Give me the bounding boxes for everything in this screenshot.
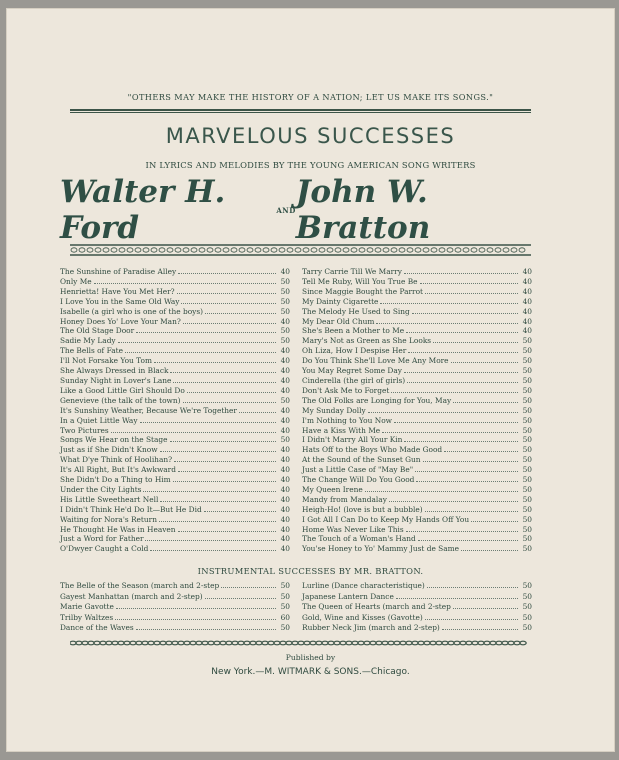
song-price: 50	[280, 395, 290, 405]
song-row	[60, 505, 290, 515]
dot-leader	[376, 317, 518, 324]
song-price: 50	[522, 445, 532, 455]
dot-leader	[382, 426, 518, 433]
song-title: Tell Me Ruby, Will You True Be	[302, 276, 418, 286]
dot-leader	[154, 356, 276, 363]
song-price: 40	[280, 465, 290, 475]
song-price: 50	[280, 306, 290, 316]
song-title: The Old Stage Door	[60, 326, 135, 336]
song-title: Don't Ask Me to Forget	[302, 385, 390, 395]
song-price: 40	[280, 375, 290, 385]
song-title: He Thought He Was in Heaven	[60, 524, 176, 534]
song-row	[60, 515, 290, 525]
dot-leader	[453, 396, 518, 403]
dot-leader	[406, 326, 518, 333]
song-title: The Bells of Fate	[60, 346, 123, 356]
instrumental-row	[302, 623, 532, 634]
song-price: 50	[280, 602, 290, 612]
song-title: My Dainty Cigarette	[302, 296, 379, 306]
song-price: 50	[522, 455, 532, 465]
chain-border-icon	[70, 640, 531, 646]
song-price: 50	[522, 336, 532, 346]
song-row	[60, 366, 290, 376]
song-title: It's All Right, But It's Awkward	[60, 465, 176, 475]
dot-leader	[389, 495, 518, 502]
song-row	[302, 317, 532, 327]
song-price: 50	[280, 581, 290, 590]
song-title: Waiting for Nora's Return	[60, 514, 157, 524]
dot-leader	[394, 416, 518, 423]
subtitle: IN LYRICS AND MELODIES BY THE YOUNG AMERICAN SONG WRITERS	[145, 160, 476, 170]
song-row	[302, 465, 532, 475]
dot-leader	[425, 287, 518, 294]
author-names	[60, 174, 531, 246]
dot-leader	[444, 445, 518, 452]
song-row	[302, 416, 532, 426]
song-price: 40	[280, 356, 290, 366]
song-price: 40	[280, 524, 290, 534]
dot-leader	[380, 297, 518, 304]
dot-leader	[205, 307, 276, 314]
song-title: Two Pictures	[60, 425, 109, 435]
song-title: Just a Word for Father	[60, 534, 144, 544]
song-price: 50	[522, 425, 532, 435]
dot-leader	[178, 525, 276, 532]
instrumental-heading: INSTRUMENTAL SUCCESSES BY MR. BRATTON.	[197, 566, 424, 576]
song-title: In a Quiet Little Way	[60, 415, 138, 425]
song-title: I Got All I Can Do to Keep My Hands Off You	[302, 514, 470, 524]
song-price: 40	[280, 366, 290, 376]
song-title: Just a Little Case of "May Be"	[302, 465, 414, 475]
instrumental-row	[302, 592, 532, 603]
song-price: 50	[522, 581, 532, 590]
song-price: 40	[280, 475, 290, 485]
song-title: My Dear Old Chum	[302, 316, 375, 326]
song-price: 50	[522, 514, 532, 524]
song-row	[302, 356, 532, 366]
song-list-right	[302, 267, 532, 554]
song-row	[302, 475, 532, 485]
instrumental-row	[302, 602, 532, 613]
dot-leader	[136, 326, 276, 333]
dot-leader	[416, 475, 518, 482]
dot-leader	[174, 455, 276, 462]
song-price: 50	[522, 356, 532, 366]
song-row	[60, 544, 290, 554]
song-row	[60, 346, 290, 356]
song-price: 40	[280, 425, 290, 435]
song-title: Trilby Waltzes	[60, 612, 114, 622]
song-price: 50	[280, 591, 290, 601]
song-row	[60, 485, 290, 495]
dot-leader	[178, 465, 276, 472]
song-price: 40	[522, 316, 532, 326]
dot-leader	[94, 277, 276, 284]
dot-leader	[205, 592, 276, 599]
dot-leader	[415, 465, 518, 472]
song-title: You May Regret Some Day	[302, 366, 402, 376]
instrumental-list-right	[302, 581, 532, 634]
top-rule-thick	[70, 109, 531, 111]
song-price: 50	[280, 336, 290, 346]
song-row	[302, 406, 532, 416]
dot-leader	[116, 602, 276, 609]
instrumental-row	[60, 613, 290, 624]
song-row	[302, 297, 532, 307]
song-row	[302, 445, 532, 455]
dot-leader	[423, 455, 518, 462]
dot-leader	[140, 416, 277, 423]
song-row	[60, 435, 290, 445]
dot-leader	[420, 277, 519, 284]
dot-leader	[418, 534, 518, 541]
song-title: The Touch of a Woman's Hand	[302, 534, 416, 544]
song-row	[302, 376, 532, 386]
song-price: 40	[280, 544, 290, 554]
dot-leader	[221, 581, 276, 588]
song-price: 50	[522, 484, 532, 494]
author-and: AND	[276, 205, 296, 215]
song-row	[60, 445, 290, 455]
song-title: Mary's Not as Green as She Looks	[302, 336, 432, 346]
song-title: I Didn't Think He'd Do It—But He Did	[60, 504, 202, 514]
song-title: Henrietta! Have You Met Her?	[60, 286, 175, 296]
instrumental-row	[60, 592, 290, 603]
song-title: The Melody He Used to Sing	[302, 306, 410, 316]
dot-leader	[118, 336, 276, 343]
dot-leader	[425, 613, 518, 620]
song-row	[302, 287, 532, 297]
dot-leader	[406, 525, 518, 532]
song-title: My Sunday Dolly	[302, 405, 366, 415]
song-title: Tarry Carrie Till We Marry	[302, 267, 402, 276]
song-price: 50	[522, 465, 532, 475]
song-row	[60, 277, 290, 287]
song-title: The Sunshine of Paradise Alley	[60, 267, 177, 276]
song-price: 50	[522, 544, 532, 554]
song-row	[60, 307, 290, 317]
song-row	[302, 277, 532, 287]
song-title: The Queen of Hearts (march and 2-step	[302, 602, 451, 612]
song-title: Oh Liza, How I Despise Her	[302, 346, 407, 356]
song-row	[60, 396, 290, 406]
song-row	[60, 297, 290, 307]
instrumental-list-left	[60, 581, 290, 634]
song-title: Only Me	[60, 276, 92, 286]
dot-leader	[173, 376, 276, 383]
song-title: I'm Nothing to You Now	[302, 415, 392, 425]
top-rule-thin	[70, 112, 531, 113]
dot-leader	[391, 386, 518, 393]
ornamental-border-icon	[70, 244, 531, 256]
dot-leader	[159, 515, 276, 522]
song-title: O'Dwyer Caught a Cold	[60, 544, 149, 554]
song-row	[302, 307, 532, 317]
song-row	[60, 336, 290, 346]
song-row	[60, 376, 290, 386]
dot-leader	[368, 406, 518, 413]
dot-leader	[451, 356, 518, 363]
song-title: Since Maggie Bought the Parrot	[302, 286, 424, 296]
song-price: 40	[522, 326, 532, 336]
song-row	[302, 505, 532, 515]
dot-leader	[204, 505, 276, 512]
song-title: Heigh-Ho! (love is but a bubble)	[302, 504, 423, 514]
song-title: Hats Off to the Boys Who Made Good	[302, 445, 443, 455]
song-price: 50	[522, 346, 532, 356]
song-price: 40	[280, 405, 290, 415]
song-row	[302, 386, 532, 396]
song-row	[60, 426, 290, 436]
song-price: 50	[522, 524, 532, 534]
song-price: 50	[280, 276, 290, 286]
song-title: His Little Sweetheart Nell	[60, 494, 159, 504]
published-by: Published by	[285, 653, 336, 662]
song-price: 50	[280, 296, 290, 306]
song-title: Sunday Night in Lover's Lane	[60, 375, 172, 385]
dot-leader	[115, 613, 276, 620]
song-title: The Old Folks are Longing for You, May	[302, 395, 452, 405]
song-title: My Queen Irene	[302, 484, 363, 494]
dot-leader	[412, 307, 518, 314]
song-row	[302, 534, 532, 544]
song-title: Songs We Hear on the Stage	[60, 435, 168, 445]
song-title: Honey Does Yo' Love Your Man?	[60, 316, 181, 326]
song-title: Gold, Wine and Kisses (Gavotte)	[302, 612, 423, 622]
song-price: 60	[280, 612, 290, 622]
song-price: 50	[522, 415, 532, 425]
instrumental-row	[302, 613, 532, 624]
song-price: 50	[522, 366, 532, 376]
song-title: Marie Gavotte	[60, 602, 114, 612]
song-price: 50	[522, 534, 532, 544]
instrumental-row	[60, 623, 290, 634]
song-title: Mandy from Mandalay	[302, 494, 387, 504]
song-title: Genevieve (the talk of the town)	[60, 395, 181, 405]
dot-leader	[442, 623, 518, 630]
song-row	[302, 366, 532, 376]
author-john-w-bratton: John W. Bratton	[295, 174, 431, 246]
song-title: Just as if She Didn't Know	[60, 445, 158, 455]
song-title: You'se Honey to Yo' Mammy Just de Same	[302, 544, 460, 554]
dot-leader	[145, 534, 276, 541]
song-row	[60, 465, 290, 475]
song-price: 40	[522, 267, 532, 276]
song-price: 40	[280, 346, 290, 356]
song-row	[60, 475, 290, 485]
dot-leader	[136, 623, 276, 630]
dot-leader	[433, 336, 518, 343]
dot-leader	[471, 515, 518, 522]
dot-leader	[404, 435, 518, 442]
dot-leader	[404, 366, 518, 373]
song-title: I'll Not Forsake You Tom	[60, 356, 152, 366]
song-price: 50	[280, 326, 290, 336]
song-row	[302, 346, 532, 356]
dot-leader	[173, 475, 276, 482]
song-price: 40	[280, 316, 290, 326]
song-row	[302, 435, 532, 445]
dot-leader	[170, 435, 276, 442]
dot-leader	[404, 267, 518, 274]
song-price: 40	[280, 385, 290, 395]
song-title: Isabelle (a girl who is one of the boys)	[60, 306, 203, 316]
song-title: It's Sunshiny Weather, Because We're Together	[60, 405, 237, 415]
song-title: She's Been a Mother to Me	[302, 326, 405, 336]
song-price: 50	[522, 405, 532, 415]
motto: "OTHERS MAY MAKE THE HISTORY OF A NATION; LET US MAKE ITS SONGS."	[127, 92, 494, 102]
song-price: 40	[280, 484, 290, 494]
song-price: 50	[280, 286, 290, 296]
dot-leader	[408, 346, 518, 353]
song-title: The Change Will Do You Good	[302, 475, 415, 485]
instrumental-row	[60, 602, 290, 613]
sheet-music-back-cover	[6, 8, 615, 752]
song-row	[60, 455, 290, 465]
dot-leader	[125, 346, 276, 353]
song-price: 50	[522, 623, 532, 633]
song-row	[60, 495, 290, 505]
song-row	[60, 416, 290, 426]
page-title: MARVELOUS SUCCESSES	[165, 124, 456, 148]
song-row	[302, 525, 532, 535]
song-row	[302, 426, 532, 436]
song-price: 50	[522, 602, 532, 612]
song-row	[302, 495, 532, 505]
dot-leader	[143, 485, 276, 492]
publisher-line: New York.—M. WITMARK & SONS.—Chicago.	[211, 667, 410, 677]
song-price: 50	[522, 504, 532, 514]
dot-leader	[181, 297, 276, 304]
dot-leader	[160, 495, 276, 502]
song-row	[302, 485, 532, 495]
song-title: Rubber Neck Jim (march and 2-step)	[302, 623, 440, 633]
song-price: 50	[522, 591, 532, 601]
dot-leader	[177, 287, 276, 294]
author-walter-h-ford: Walter H. Ford	[60, 174, 226, 246]
song-list-left	[60, 267, 290, 554]
song-row	[60, 386, 290, 396]
song-title: She Didn't Do a Thing to Him	[60, 475, 171, 485]
song-price: 40	[280, 504, 290, 514]
song-price: 40	[280, 445, 290, 455]
song-row	[302, 326, 532, 336]
song-row	[60, 406, 290, 416]
song-row	[60, 525, 290, 535]
song-title: I Love You in the Same Old Way	[60, 296, 180, 306]
song-price: 40	[280, 267, 290, 276]
song-row	[60, 534, 290, 544]
dot-leader	[407, 376, 518, 383]
song-price: 50	[522, 494, 532, 504]
dot-leader	[365, 485, 518, 492]
song-price: 40	[280, 514, 290, 524]
dot-leader	[183, 396, 276, 403]
song-price: 40	[522, 306, 532, 316]
song-row	[60, 317, 290, 327]
song-row	[60, 356, 290, 366]
song-price: 50	[522, 375, 532, 385]
song-price: 40	[522, 286, 532, 296]
song-price: 50	[522, 612, 532, 622]
song-title: At the Sound of the Sunset Gun	[302, 455, 421, 465]
song-title: She Always Dressed in Black	[60, 366, 169, 376]
dot-leader	[150, 544, 276, 551]
dot-leader	[183, 317, 276, 324]
dot-leader	[396, 592, 518, 599]
dot-leader	[170, 366, 276, 373]
song-price: 50	[522, 385, 532, 395]
dot-leader	[160, 445, 276, 452]
dot-leader	[239, 406, 276, 413]
song-title: Sadie My Lady	[60, 336, 116, 346]
song-price: 50	[280, 623, 290, 633]
song-row	[302, 515, 532, 525]
song-price: 40	[522, 276, 532, 286]
dot-leader	[427, 581, 518, 588]
dot-leader	[111, 426, 276, 433]
song-title: Lurline (Dance characteristique)	[302, 581, 425, 590]
song-row	[60, 326, 290, 336]
dot-leader	[425, 505, 518, 512]
song-price: 40	[280, 534, 290, 544]
song-price: 50	[522, 395, 532, 405]
song-title: Have a Kiss With Me	[302, 425, 381, 435]
song-title: Cinderella (the girl of girls)	[302, 375, 406, 385]
song-title: Gayest Manhattan (march and 2-step)	[60, 591, 203, 601]
song-row	[302, 336, 532, 346]
dot-leader	[187, 386, 276, 393]
song-row	[60, 287, 290, 297]
instrumental-row	[60, 581, 290, 592]
song-price: 50	[522, 475, 532, 485]
song-title: Under the City Lights	[60, 484, 142, 494]
song-title: The Belle of the Season (march and 2-step	[60, 581, 220, 590]
song-row	[60, 267, 290, 277]
song-price: 40	[522, 296, 532, 306]
dot-leader	[461, 544, 518, 551]
song-row	[302, 267, 532, 277]
dot-leader	[453, 602, 518, 609]
song-title: Like a Good Little Girl Should Do	[60, 385, 185, 395]
song-price: 40	[280, 415, 290, 425]
song-price: 50	[280, 435, 290, 445]
song-price: 40	[280, 494, 290, 504]
song-price: 50	[522, 435, 532, 445]
song-title: I Didn't Marry All Your Kin	[302, 435, 403, 445]
song-title: What D'ye Think of Hoolihan?	[60, 455, 173, 465]
song-row	[302, 544, 532, 554]
song-row	[302, 396, 532, 406]
song-title: Japanese Lantern Dance	[302, 591, 394, 601]
song-title: Dance of the Waves	[60, 623, 134, 633]
song-title: Do You Think She'll Love Me Any More	[302, 356, 449, 366]
song-price: 40	[280, 455, 290, 465]
song-row	[302, 455, 532, 465]
song-title: Home Was Never Like This	[302, 524, 404, 534]
instrumental-row	[302, 581, 532, 592]
dot-leader	[178, 267, 276, 274]
